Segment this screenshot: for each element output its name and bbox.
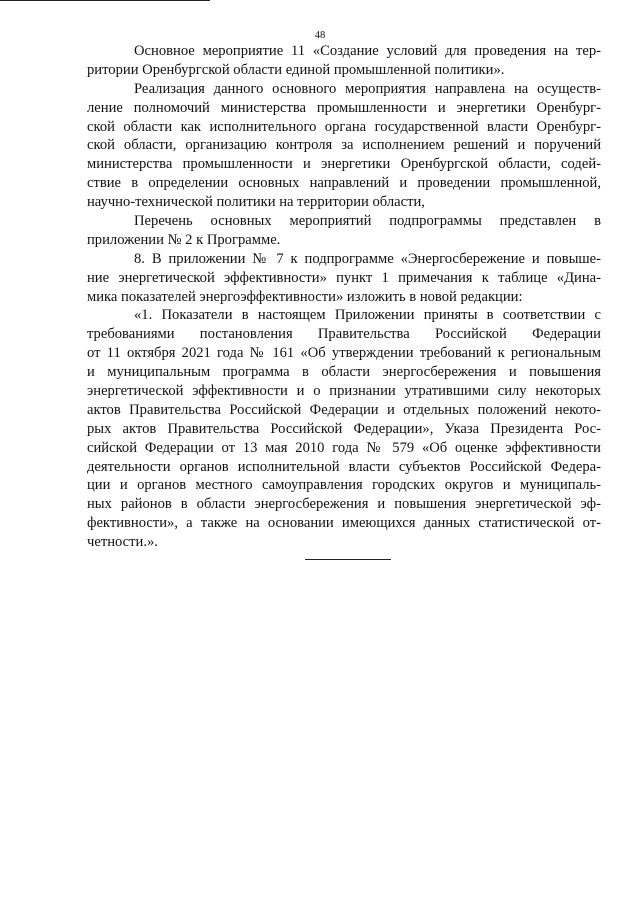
text-line: деятельности органов исполнительной власти субъектов Российской Федера-: [87, 458, 601, 475]
text-line: ской области как исполнительного органа государственной власти Оренбург-: [87, 118, 601, 135]
text-line: приложении № 2 к Программе.: [87, 231, 281, 248]
paragraph-item-8: [87, 250, 601, 307]
text-line: ние энергетической эффективности» пункт 1 примечания к таблице «Дина-: [87, 269, 601, 286]
text-line: ных районов в области энергосбережения и повышения энергетической эф-: [87, 496, 601, 513]
text-line: актов Правительства Российской Федерации и отдельных положений некото-: [87, 401, 601, 418]
paragraph-list-of-activities: [87, 212, 601, 250]
text-line: и муниципальным программа в области энергосбережения и повышения: [87, 364, 601, 381]
text-line: ритории Оренбургской области единой промышленной политики».: [87, 61, 505, 78]
document-body: [87, 42, 601, 552]
paragraph-quoted-note: [87, 306, 601, 552]
text-line: рых актов Правительства Российской Федерации», Указа Президента Рос-: [87, 420, 601, 437]
text-line: Перечень основных мероприятий подпрограммы представлен в: [134, 213, 601, 230]
text-line: Реализация данного основного мероприятия направлена на осуществ-: [134, 80, 601, 97]
paragraph-implementation: [87, 80, 601, 212]
text-line: министерства промышленности и энергетики Оренбургской области, содей-: [87, 156, 601, 173]
paragraph-activity-11: [87, 42, 601, 80]
top-rule: [0, 0, 210, 1]
text-line: ление полномочий министерства промышленности и энергетики Оренбург-: [87, 99, 601, 116]
text-line: четности.».: [87, 534, 158, 551]
page-number: 48: [314, 30, 326, 41]
text-line: сийской Федерации от 13 мая 2010 года № 579 «Об оценке эффективности: [87, 439, 601, 456]
end-rule: [305, 559, 391, 560]
text-line: энергетической эффективности и о признании утратившими силу некоторых: [87, 383, 601, 400]
text-line: фективности», а также на основании имеющихся данных статистической от-: [87, 515, 601, 532]
text-line: научно-технической политики на территории области,: [87, 194, 425, 211]
text-line: ской области, организацию контроля за исполнением решений и поручений: [87, 137, 601, 154]
text-line: Основное мероприятие 11 «Создание условий для проведения на тер-: [134, 43, 601, 59]
text-line: от 11 октября 2021 года № 161 «Об утверждении требований к региональным: [87, 345, 601, 362]
text-line: требованиями постановления Правительства Российской Федерации: [87, 326, 601, 343]
text-line: «1. Показатели в настоящем Приложении приняты в соответствии с: [134, 307, 601, 324]
text-line: ции и органов местного самоуправления городских округов и муниципаль-: [87, 477, 601, 494]
text-line: мика показателей энергоэффективности» изложить в новой редакции:: [87, 288, 523, 305]
text-line: ствие в определении основных направлений и проведении промышленной,: [87, 175, 601, 192]
text-line: 8. В приложении № 7 к подпрограмме «Энергосбережение и повыше-: [134, 250, 601, 267]
